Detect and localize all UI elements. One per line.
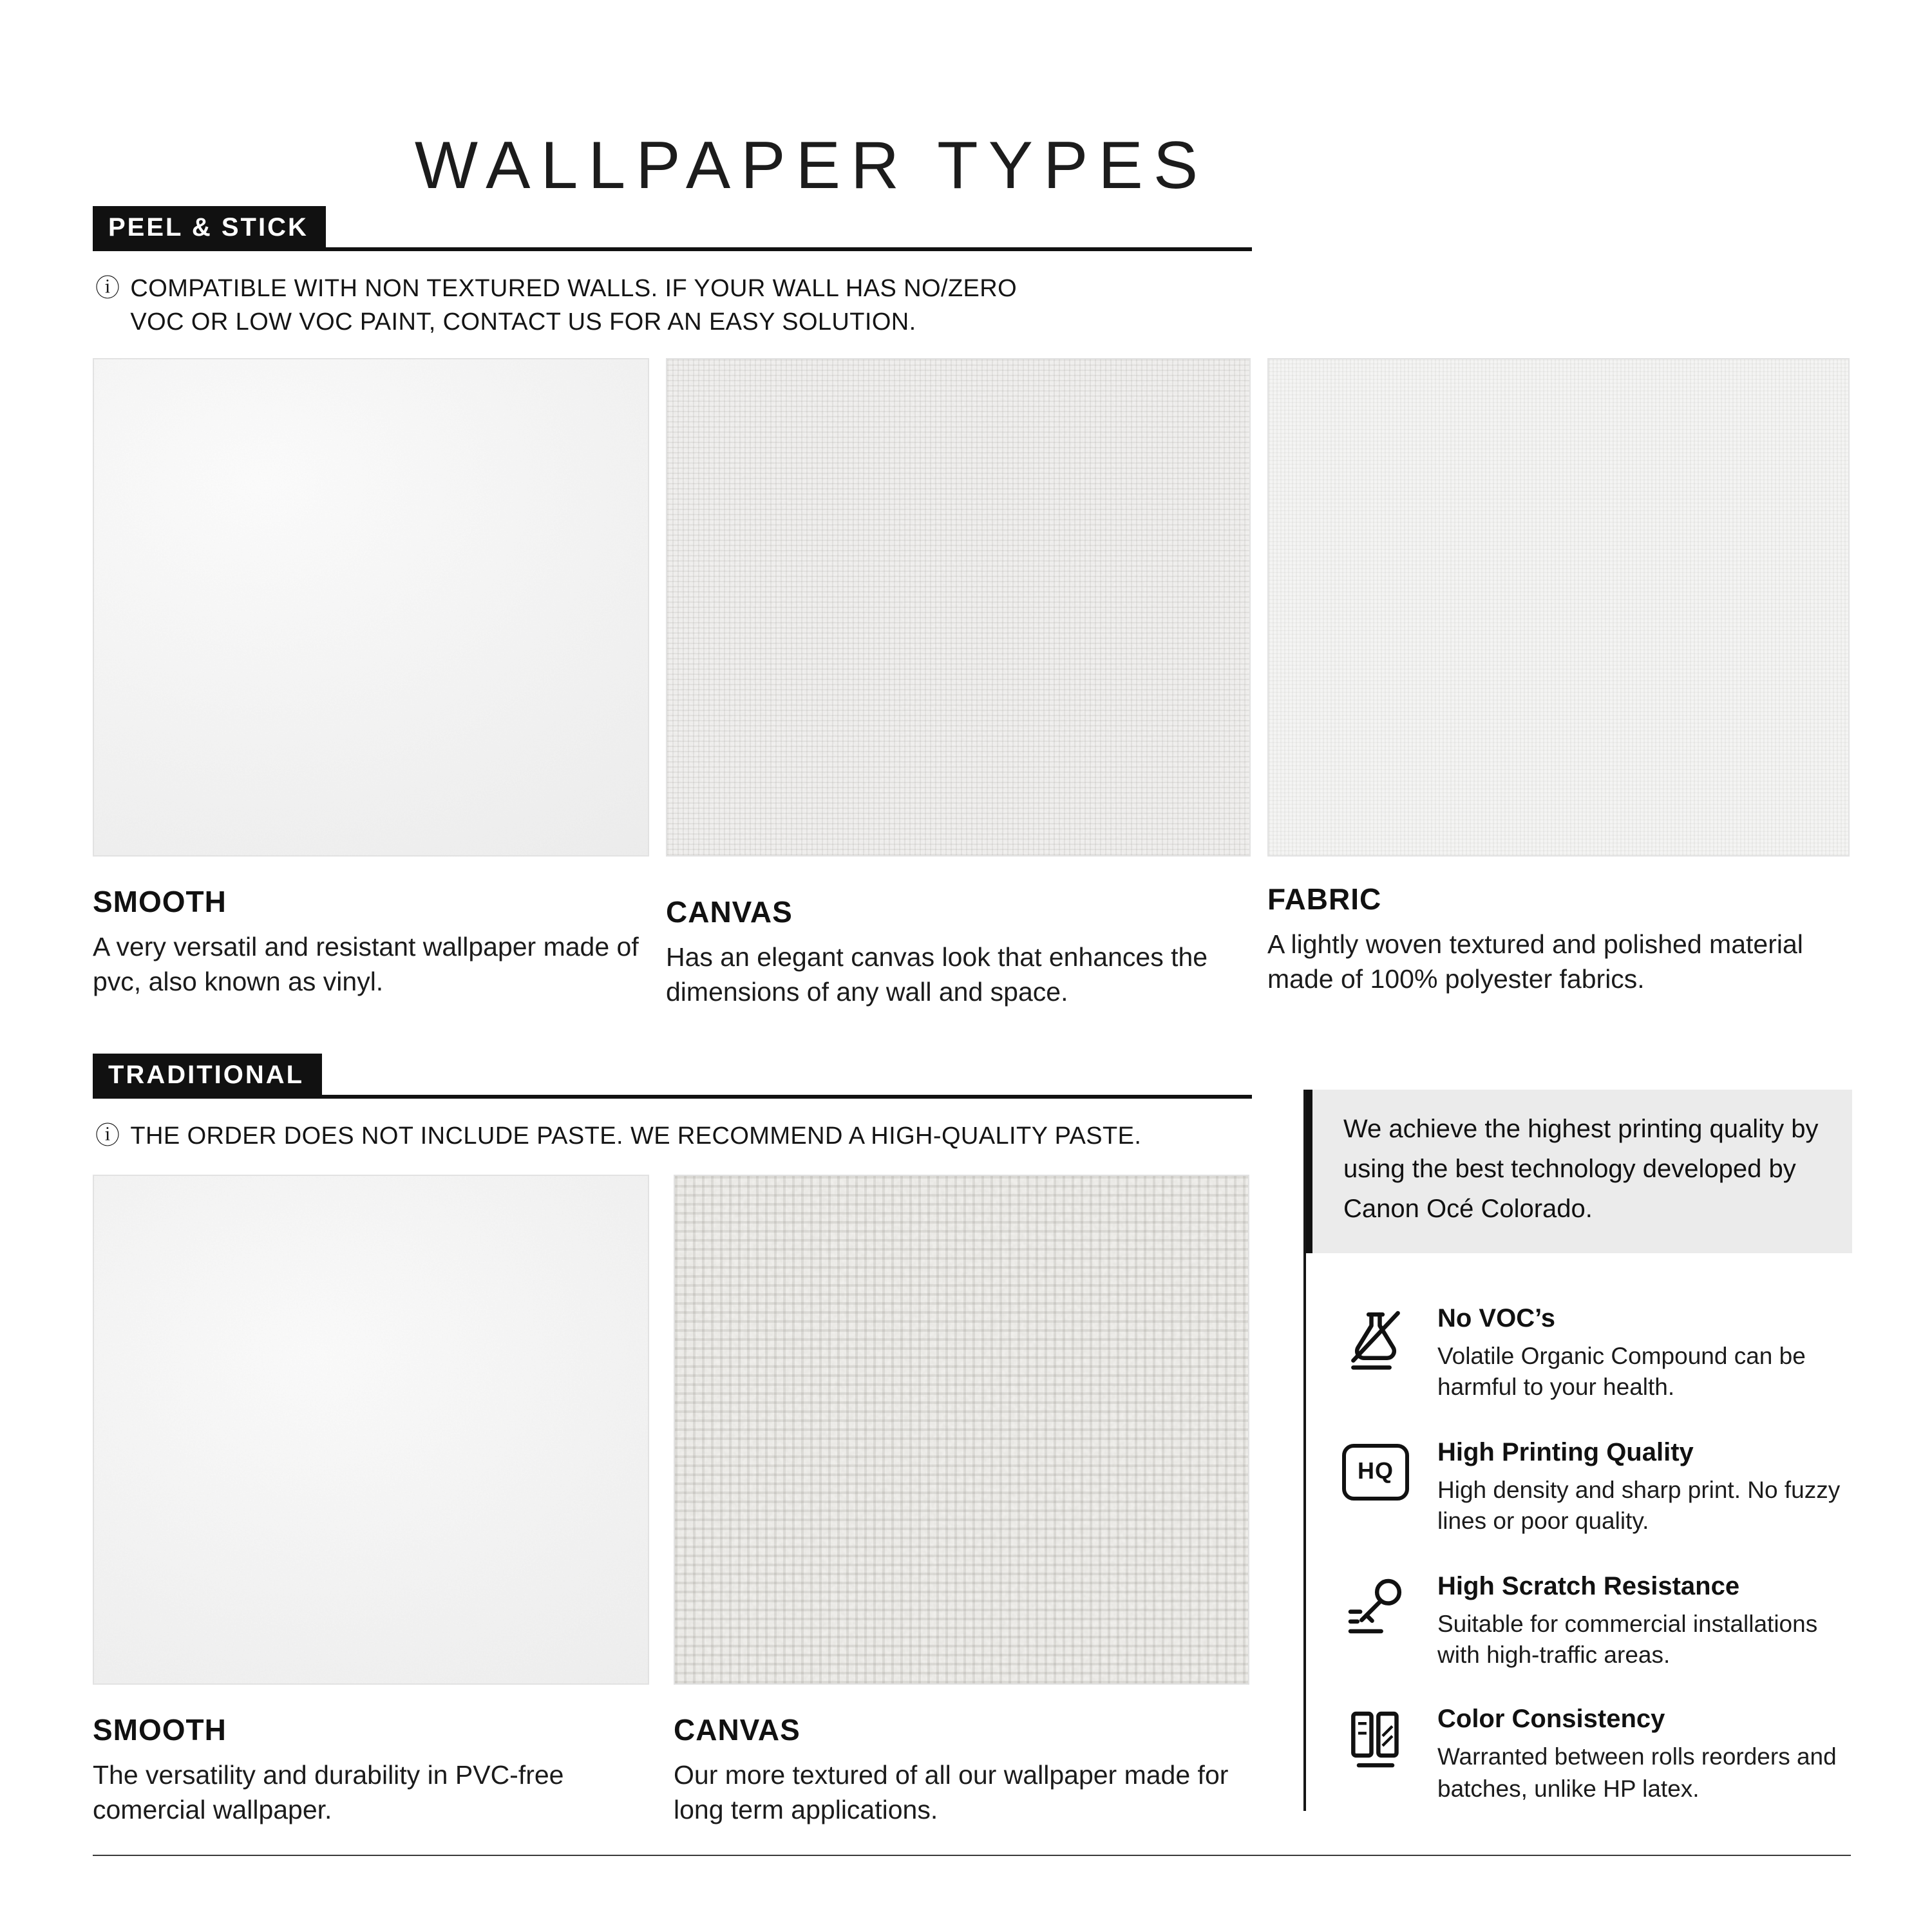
peel-stick-note-text: COMPATIBLE WITH NON TEXTURED WALLS. IF YOUR WALL HAS NO/ZERO VOC OR LOW VOC PAINT, CONTACT US FOR AN EASY SOLUTION.: [130, 276, 1018, 336]
feature-desc: Volatile Organic Compound can be harmful to your health.: [1437, 1342, 1806, 1401]
feature-scratch-resistance: [1342, 1572, 1852, 1671]
feature-title: High Scratch Resistance: [1437, 1572, 1740, 1601]
printing-quality-panel: [1303, 1090, 1852, 1253]
swatch-card-trad-canvas: [674, 1175, 1249, 1828]
peel-stick-note: [95, 273, 1023, 339]
swatch-desc: The versatility and durability in PVC-free comercial wallpaper.: [93, 1761, 564, 1826]
feature-color-consistency: [1342, 1706, 1852, 1805]
swatch-desc: A lightly woven textured and polished material made of 100% polyester fabrics.: [1267, 930, 1803, 995]
traditional-swatch-row: [93, 1175, 1249, 1828]
swatch-desc: Has an elegant canvas look that enhances the dimensions of any wall and space.: [666, 943, 1208, 1008]
swatch-card-trad-smooth: [93, 1175, 649, 1828]
swatch-title: CANVAS: [666, 895, 793, 929]
texture-swatch-canvas: [666, 358, 1251, 857]
swatch-card-peel-canvas: [666, 358, 1251, 1010]
key-icon: [1342, 1572, 1409, 1639]
swatch-card-peel-smooth: [93, 358, 649, 1010]
quality-sidebar: [1303, 1090, 1852, 1811]
section-badge-traditional: TRADITIONAL: [93, 1054, 322, 1099]
section-head-traditional: [93, 1054, 1252, 1099]
printing-quality-text: We achieve the highest printing quality by using the best technology developed by Canon Océ Colorado.: [1343, 1115, 1819, 1224]
swatch-card-peel-fabric: [1267, 358, 1850, 1010]
section-rule: [327, 247, 1252, 251]
feature-desc: Suitable for commercial installations with high-traffic areas.: [1437, 1609, 1818, 1669]
page-title: WALLPAPER TYPES: [414, 128, 1209, 204]
section-rule: [322, 1095, 1252, 1099]
peel-stick-swatch-row: [93, 358, 1850, 1010]
feature-no-voc: [1342, 1305, 1852, 1404]
hq-badge-label: HQ: [1342, 1444, 1409, 1501]
feature-desc: High density and sharp print. No fuzzy lines or poor quality.: [1437, 1475, 1841, 1535]
swatch-title: SMOOTH: [93, 885, 227, 918]
swatch-desc: Our more textured of all our wallpaper made for long term applications.: [674, 1761, 1229, 1826]
swatch-title: CANVAS: [674, 1713, 800, 1747]
feature-title: High Printing Quality: [1437, 1438, 1694, 1467]
section-badge-peel-stick: PEEL & STICK: [93, 206, 327, 251]
color-swatch-icon: [1342, 1706, 1409, 1773]
traditional-note: [95, 1121, 1255, 1153]
section-head-peel-stick: [93, 206, 1252, 251]
feature-desc: Warranted between rolls reorders and batches, unlike HP latex.: [1437, 1743, 1837, 1802]
info-icon: ⓘ: [95, 276, 120, 303]
traditional-note-text: THE ORDER DOES NOT INCLUDE PASTE. WE RECOMMEND A HIGH-QUALITY PASTE.: [130, 1123, 1142, 1150]
texture-swatch-smooth-traditional: [93, 1175, 649, 1685]
texture-swatch-smooth: [93, 358, 649, 857]
bottom-divider: [93, 1855, 1851, 1856]
texture-swatch-canvas-traditional: [674, 1175, 1249, 1685]
swatch-desc: A very versatil and resistant wallpaper made of pvc, also known as vinyl.: [93, 933, 639, 998]
feature-title: Color Consistency: [1437, 1705, 1665, 1734]
no-voc-icon: [1342, 1305, 1409, 1372]
texture-swatch-fabric: [1267, 358, 1850, 857]
feature-high-printing-quality: [1342, 1439, 1852, 1538]
swatch-title: SMOOTH: [93, 1713, 227, 1747]
feature-title: No VOC’s: [1437, 1305, 1555, 1333]
hq-icon: [1342, 1439, 1409, 1506]
swatch-title: FABRIC: [1267, 882, 1382, 916]
feature-list: [1342, 1305, 1852, 1805]
info-icon: ⓘ: [95, 1123, 120, 1150]
